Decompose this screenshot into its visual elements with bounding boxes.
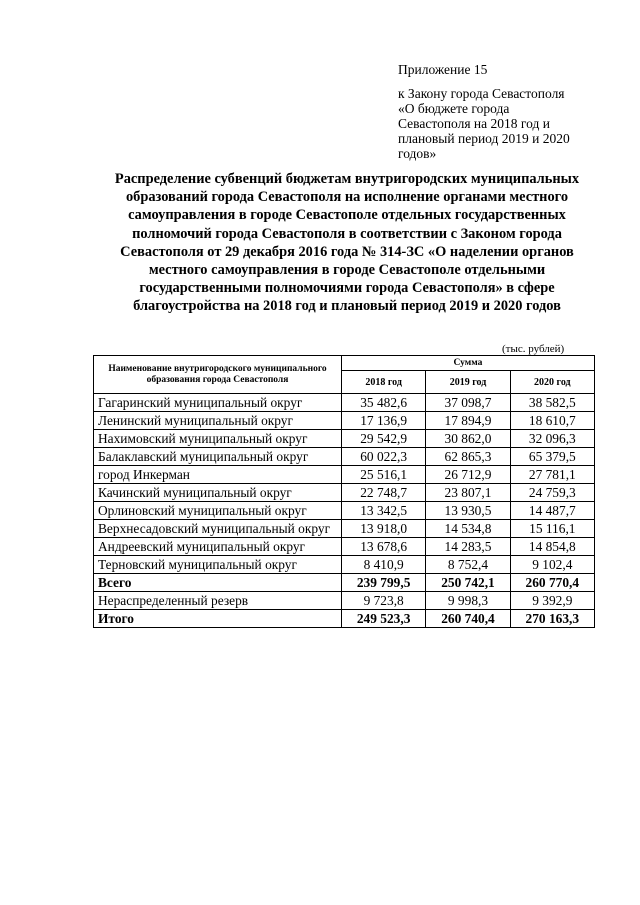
title-line: местного самоуправления в городе Севастополе отдельными [148, 262, 546, 279]
row-value-2018: 35 482,6 [341, 394, 425, 412]
title-line: благоустройства на 2018 год и плановый период 2019 и 2020 годов [133, 298, 561, 315]
table-row [94, 430, 595, 448]
grand-total-row [94, 610, 595, 628]
row-name: Андреевский муниципальный округ [94, 538, 342, 556]
row-value-2018: 8 410,9 [341, 556, 425, 574]
row-value-2019: 13 930,5 [426, 502, 510, 520]
row-value-2020: 14 854,8 [510, 538, 594, 556]
total-value-2018: 239 799,5 [341, 574, 425, 592]
row-value-2018: 13 678,6 [341, 538, 425, 556]
row-name: Гагаринский муниципальный округ [94, 394, 342, 412]
appendix-block [398, 62, 588, 161]
document-title [92, 170, 602, 316]
appendix-line: к Закону города Севастополя [398, 86, 565, 101]
row-value-2018: 13 918,0 [341, 520, 425, 538]
header-year-2020: 2020 год [510, 371, 594, 394]
row-value-2018: 60 022,3 [341, 448, 425, 466]
subventions-table [93, 355, 595, 628]
row-value-2020: 24 759,3 [510, 484, 594, 502]
row-value-2018: 29 542,9 [341, 430, 425, 448]
row-value-2019: 23 807,1 [426, 484, 510, 502]
row-name: Ленинский муниципальный округ [94, 412, 342, 430]
row-value-2020: 18 610,7 [510, 412, 594, 430]
row-name: Качинский муниципальный округ [94, 484, 342, 502]
table-row [94, 538, 595, 556]
appendix-line: «О бюджете города [398, 101, 510, 116]
total-row [94, 574, 595, 592]
row-value-2019: 14 283,5 [426, 538, 510, 556]
table-row [94, 484, 595, 502]
appendix-line: Севастополя на 2018 год и [398, 116, 550, 131]
grand-total-label: Итого [94, 610, 342, 628]
grand-total-value-2019: 260 740,4 [426, 610, 510, 628]
reserve-row [94, 592, 595, 610]
reserve-value-2019: 9 998,3 [426, 592, 510, 610]
row-value-2019: 37 098,7 [426, 394, 510, 412]
title-line: полномочий города Севастополя в соответствии с Законом города [132, 225, 562, 242]
table-row [94, 394, 595, 412]
units-label: (тыс. рублей) [502, 343, 565, 355]
title-line: Распределение субвенций бюджетам внутригородских муниципальных [114, 171, 580, 187]
row-name: город Инкерман [94, 466, 342, 484]
header-name: Наименование внутригородского муниципального образования города Севастополя [94, 356, 342, 394]
row-value-2019: 30 862,0 [426, 430, 510, 448]
row-value-2020: 38 582,5 [510, 394, 594, 412]
title-line: государственными полномочиями города Севастополя» в сфере [139, 280, 555, 297]
title-line: образований города Севастополя на исполнение органами местного [125, 189, 569, 206]
header-year-2019: 2019 год [426, 371, 510, 394]
row-value-2018: 22 748,7 [341, 484, 425, 502]
row-value-2020: 15 116,1 [510, 520, 594, 538]
reserve-value-2018: 9 723,8 [341, 592, 425, 610]
row-value-2019: 26 712,9 [426, 466, 510, 484]
title-line: самоуправления в городе Севастополе отдельных государственных [128, 207, 566, 224]
row-value-2020: 32 096,3 [510, 430, 594, 448]
row-value-2019: 14 534,8 [426, 520, 510, 538]
total-value-2020: 260 770,4 [510, 574, 594, 592]
total-label: Всего [94, 574, 342, 592]
row-value-2020: 14 487,7 [510, 502, 594, 520]
row-value-2019: 8 752,4 [426, 556, 510, 574]
header-sum: Сумма [341, 356, 594, 371]
table-row [94, 556, 595, 574]
reserve-label: Нераспределенный резерв [94, 592, 342, 610]
row-value-2020: 9 102,4 [510, 556, 594, 574]
row-name: Нахимовский муниципальный округ [94, 430, 342, 448]
row-name: Орлиновский муниципальный округ [94, 502, 342, 520]
table-row [94, 448, 595, 466]
table-row [94, 520, 595, 538]
row-value-2018: 13 342,5 [341, 502, 425, 520]
total-value-2019: 250 742,1 [426, 574, 510, 592]
row-name: Верхнесадовский муниципальный округ [94, 520, 342, 538]
grand-total-value-2018: 249 523,3 [341, 610, 425, 628]
reserve-value-2020: 9 392,9 [510, 592, 594, 610]
table-row [94, 466, 595, 484]
table-row [94, 412, 595, 430]
row-value-2018: 25 516,1 [341, 466, 425, 484]
appendix-line: годов» [398, 146, 437, 161]
row-value-2019: 17 894,9 [426, 412, 510, 430]
title-line: Севастополя от 29 декабря 2016 года № 314-ЗС «О наделении органов [120, 243, 574, 260]
table-row [94, 502, 595, 520]
grand-total-value-2020: 270 163,3 [510, 610, 594, 628]
row-value-2020: 65 379,5 [510, 448, 594, 466]
header-year-2018: 2018 год [341, 371, 425, 394]
row-value-2020: 27 781,1 [510, 466, 594, 484]
row-value-2018: 17 136,9 [341, 412, 425, 430]
appendix-line: плановый период 2019 и 2020 [398, 131, 570, 146]
row-name: Балаклавский муниципальный округ [94, 448, 342, 466]
appendix-number: Приложение 15 [398, 62, 488, 77]
row-value-2019: 62 865,3 [426, 448, 510, 466]
row-name: Терновский муниципальный округ [94, 556, 342, 574]
